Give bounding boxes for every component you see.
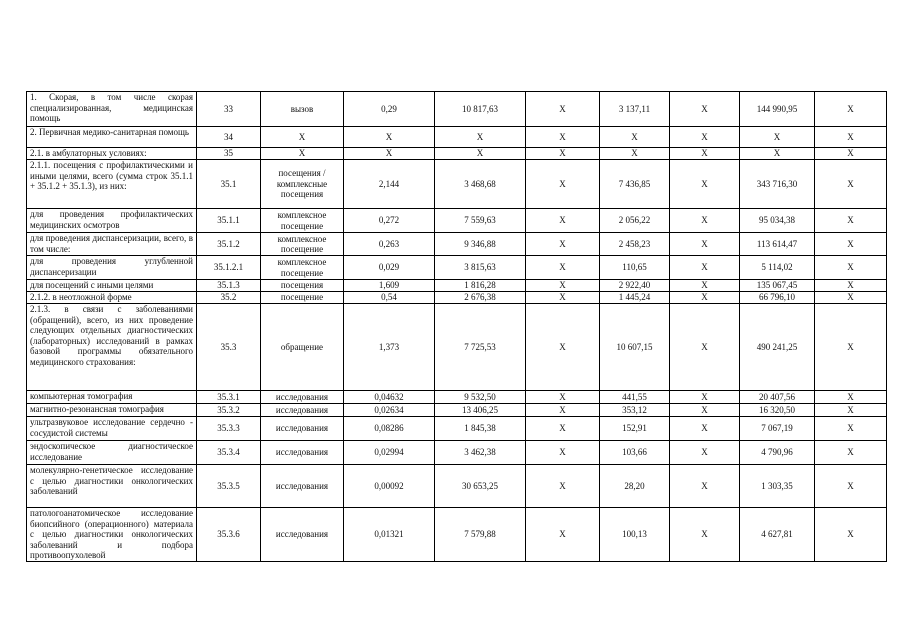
row-code: 35.3.3	[197, 417, 261, 441]
row-col8: Х	[670, 304, 740, 391]
row-code: 33	[197, 92, 261, 127]
row-col6: Х	[526, 92, 600, 127]
row-norm: 2,144	[344, 160, 435, 209]
row-cost: 3 815,63	[435, 256, 526, 280]
row-norm: 0,54	[344, 292, 435, 304]
table-row	[27, 292, 887, 304]
row-col6: Х	[526, 280, 600, 292]
row-unit: исследования	[261, 508, 344, 562]
row-code: 35.1.2.1	[197, 256, 261, 280]
row-unit: обращение	[261, 304, 344, 391]
table-row	[27, 404, 887, 417]
row-norm: 0,29	[344, 92, 435, 127]
row-col10: Х	[815, 280, 887, 292]
table-row	[27, 280, 887, 292]
row-col10: Х	[815, 508, 887, 562]
row-col9: 135 067,45	[740, 280, 815, 292]
row-col7: 100,13	[600, 508, 670, 562]
row-col8: Х	[670, 404, 740, 417]
table-row	[27, 127, 887, 148]
row-cost: 7 579,88	[435, 508, 526, 562]
row-cost: Х	[435, 127, 526, 148]
table-row	[27, 465, 887, 508]
row-col6: Х	[526, 441, 600, 465]
row-col9: 95 034,38	[740, 209, 815, 233]
row-col9: 66 796,10	[740, 292, 815, 304]
row-cost: 9 346,88	[435, 233, 526, 256]
row-name: для посещений с иными целями	[27, 280, 197, 292]
table-row	[27, 233, 887, 256]
row-norm: 0,029	[344, 256, 435, 280]
row-col9: 144 990,95	[740, 92, 815, 127]
row-unit: исследования	[261, 441, 344, 465]
row-unit: Х	[261, 127, 344, 148]
row-col7: 2 458,23	[600, 233, 670, 256]
row-col9: 4 790,96	[740, 441, 815, 465]
row-cost: 7 559,63	[435, 209, 526, 233]
row-code: 35.1.3	[197, 280, 261, 292]
row-col6: Х	[526, 465, 600, 508]
row-col9: 4 627,81	[740, 508, 815, 562]
row-col6: Х	[526, 292, 600, 304]
row-code: 35	[197, 148, 261, 160]
row-col10: Х	[815, 233, 887, 256]
row-code: 35.1	[197, 160, 261, 209]
row-col10: Х	[815, 92, 887, 127]
row-col6: Х	[526, 160, 600, 209]
row-unit: исследования	[261, 404, 344, 417]
row-name: магнитно-резонансная томография	[27, 404, 197, 417]
row-col10: Х	[815, 256, 887, 280]
row-name: эндоскопическое диагностическое исследование	[27, 441, 197, 465]
row-col10: Х	[815, 209, 887, 233]
row-col6: Х	[526, 304, 600, 391]
row-norm: 0,01321	[344, 508, 435, 562]
row-col9: 7 067,19	[740, 417, 815, 441]
row-name: молекулярно-генетическое исследование с целью диагностики онкологических заболеваний	[27, 465, 197, 508]
table-row	[27, 92, 887, 127]
table-row	[27, 391, 887, 404]
row-col8: Х	[670, 508, 740, 562]
row-cost: 7 725,53	[435, 304, 526, 391]
row-code: 35.3.4	[197, 441, 261, 465]
row-col6: Х	[526, 148, 600, 160]
row-col9: 16 320,50	[740, 404, 815, 417]
row-col6: Х	[526, 417, 600, 441]
row-col7: 7 436,85	[600, 160, 670, 209]
row-name: ультразвуковое исследование сердечно - сосудистой системы	[27, 417, 197, 441]
row-col8: Х	[670, 292, 740, 304]
row-name: 2.1. в амбулаторных условиях:	[27, 148, 197, 160]
row-col10: Х	[815, 465, 887, 508]
row-col6: Х	[526, 127, 600, 148]
row-cost: 13 406,25	[435, 404, 526, 417]
row-name: 1. Скорая, в том числе скорая специализированная, медицинская помощь	[27, 92, 197, 127]
row-col9: 113 614,47	[740, 233, 815, 256]
row-unit: комплексное посещение	[261, 209, 344, 233]
row-unit: комплексное посещение	[261, 233, 344, 256]
row-cost: 1 845,38	[435, 417, 526, 441]
row-unit: исследования	[261, 465, 344, 508]
services-table	[26, 91, 887, 562]
row-norm: 1,373	[344, 304, 435, 391]
row-col7: Х	[600, 127, 670, 148]
row-col10: Х	[815, 417, 887, 441]
row-col9: Х	[740, 127, 815, 148]
row-cost: Х	[435, 148, 526, 160]
row-code: 35.1.1	[197, 209, 261, 233]
row-col6: Х	[526, 209, 600, 233]
row-col8: Х	[670, 256, 740, 280]
row-col10: Х	[815, 148, 887, 160]
row-name: 2.1.2. в неотложной форме	[27, 292, 197, 304]
row-unit: исследования	[261, 391, 344, 404]
row-cost: 2 676,38	[435, 292, 526, 304]
row-col10: Х	[815, 304, 887, 391]
row-col9: 20 407,56	[740, 391, 815, 404]
row-name: 2.1.3. в связи с заболеваниями (обращений), всего, из них проведение следующих отдельных диагностических (лабораторных) исследований в рамках базовой программы обязательного медицинского страхования:	[27, 304, 197, 391]
row-col10: Х	[815, 160, 887, 209]
table-row	[27, 417, 887, 441]
row-unit: вызов	[261, 92, 344, 127]
row-col6: Х	[526, 256, 600, 280]
row-col7: 353,12	[600, 404, 670, 417]
row-col8: Х	[670, 160, 740, 209]
row-norm: 1,609	[344, 280, 435, 292]
row-col6: Х	[526, 404, 600, 417]
row-col9: Х	[740, 148, 815, 160]
row-col9: 343 716,30	[740, 160, 815, 209]
row-cost: 10 817,63	[435, 92, 526, 127]
row-unit: посещения	[261, 280, 344, 292]
table-row	[27, 441, 887, 465]
row-cost: 9 532,50	[435, 391, 526, 404]
table-row	[27, 160, 887, 209]
row-code: 35.2	[197, 292, 261, 304]
row-norm: 0,272	[344, 209, 435, 233]
row-col9: 490 241,25	[740, 304, 815, 391]
row-col6: Х	[526, 233, 600, 256]
row-col8: Х	[670, 280, 740, 292]
row-col8: Х	[670, 465, 740, 508]
row-col8: Х	[670, 391, 740, 404]
row-col7: 3 137,11	[600, 92, 670, 127]
row-col8: Х	[670, 233, 740, 256]
row-code: 35.1.2	[197, 233, 261, 256]
row-unit: посещение	[261, 292, 344, 304]
row-norm: 0,04632	[344, 391, 435, 404]
row-code: 35.3.1	[197, 391, 261, 404]
row-col10: Х	[815, 441, 887, 465]
table-row	[27, 256, 887, 280]
table-body	[27, 92, 887, 562]
row-col10: Х	[815, 292, 887, 304]
row-name: 2. Первичная медико-санитарная помощь	[27, 127, 197, 148]
row-col7: 152,91	[600, 417, 670, 441]
row-code: 35.3	[197, 304, 261, 391]
row-norm: Х	[344, 148, 435, 160]
row-col7: 441,55	[600, 391, 670, 404]
row-cost: 30 653,25	[435, 465, 526, 508]
row-col7: 103,66	[600, 441, 670, 465]
row-col10: Х	[815, 404, 887, 417]
row-col8: Х	[670, 209, 740, 233]
row-col6: Х	[526, 508, 600, 562]
row-norm: 0,02994	[344, 441, 435, 465]
row-col9: 5 114,02	[740, 256, 815, 280]
row-norm: 0,00092	[344, 465, 435, 508]
row-cost: 3 462,38	[435, 441, 526, 465]
row-col7: 10 607,15	[600, 304, 670, 391]
row-col8: Х	[670, 148, 740, 160]
row-unit: Х	[261, 148, 344, 160]
row-cost: 1 816,28	[435, 280, 526, 292]
row-col8: Х	[670, 417, 740, 441]
table-row	[27, 508, 887, 562]
row-unit: комплексное посещение	[261, 256, 344, 280]
row-col7: 2 056,22	[600, 209, 670, 233]
row-col8: Х	[670, 92, 740, 127]
row-unit: посещения / комплексные посещения	[261, 160, 344, 209]
row-name: для проведения углубленной диспансеризации	[27, 256, 197, 280]
row-name: для проведения диспансеризации, всего, в том числе:	[27, 233, 197, 256]
row-col10: Х	[815, 127, 887, 148]
row-norm: Х	[344, 127, 435, 148]
row-cost: 3 468,68	[435, 160, 526, 209]
row-code: 35.3.5	[197, 465, 261, 508]
row-col8: Х	[670, 441, 740, 465]
row-col8: Х	[670, 127, 740, 148]
row-col7: 110,65	[600, 256, 670, 280]
row-col9: 1 303,35	[740, 465, 815, 508]
row-norm: 0,02634	[344, 404, 435, 417]
table-row	[27, 209, 887, 233]
table-row	[27, 148, 887, 160]
row-name: 2.1.1. посещения с профилактическими и иными целями, всего (сумма строк 35.1.1 + 35.1.2 + 35.1.3), из них:	[27, 160, 197, 209]
row-col10: Х	[815, 391, 887, 404]
row-col7: 2 922,40	[600, 280, 670, 292]
row-col7: 1 445,24	[600, 292, 670, 304]
row-norm: 0,08286	[344, 417, 435, 441]
row-unit: исследования	[261, 417, 344, 441]
row-code: 35.3.6	[197, 508, 261, 562]
row-col6: Х	[526, 391, 600, 404]
row-col7: 28,20	[600, 465, 670, 508]
row-col7: Х	[600, 148, 670, 160]
row-norm: 0,263	[344, 233, 435, 256]
row-code: 35.3.2	[197, 404, 261, 417]
row-name: патологоанатомическое исследование биопсийного (операционного) материала с целью диагностики онкологических заболеваний и подбора противоопухолевой	[27, 508, 197, 562]
row-name: для проведения профилактических медицинских осмотров	[27, 209, 197, 233]
table-row	[27, 304, 887, 391]
row-code: 34	[197, 127, 261, 148]
row-name: компьютерная томография	[27, 391, 197, 404]
